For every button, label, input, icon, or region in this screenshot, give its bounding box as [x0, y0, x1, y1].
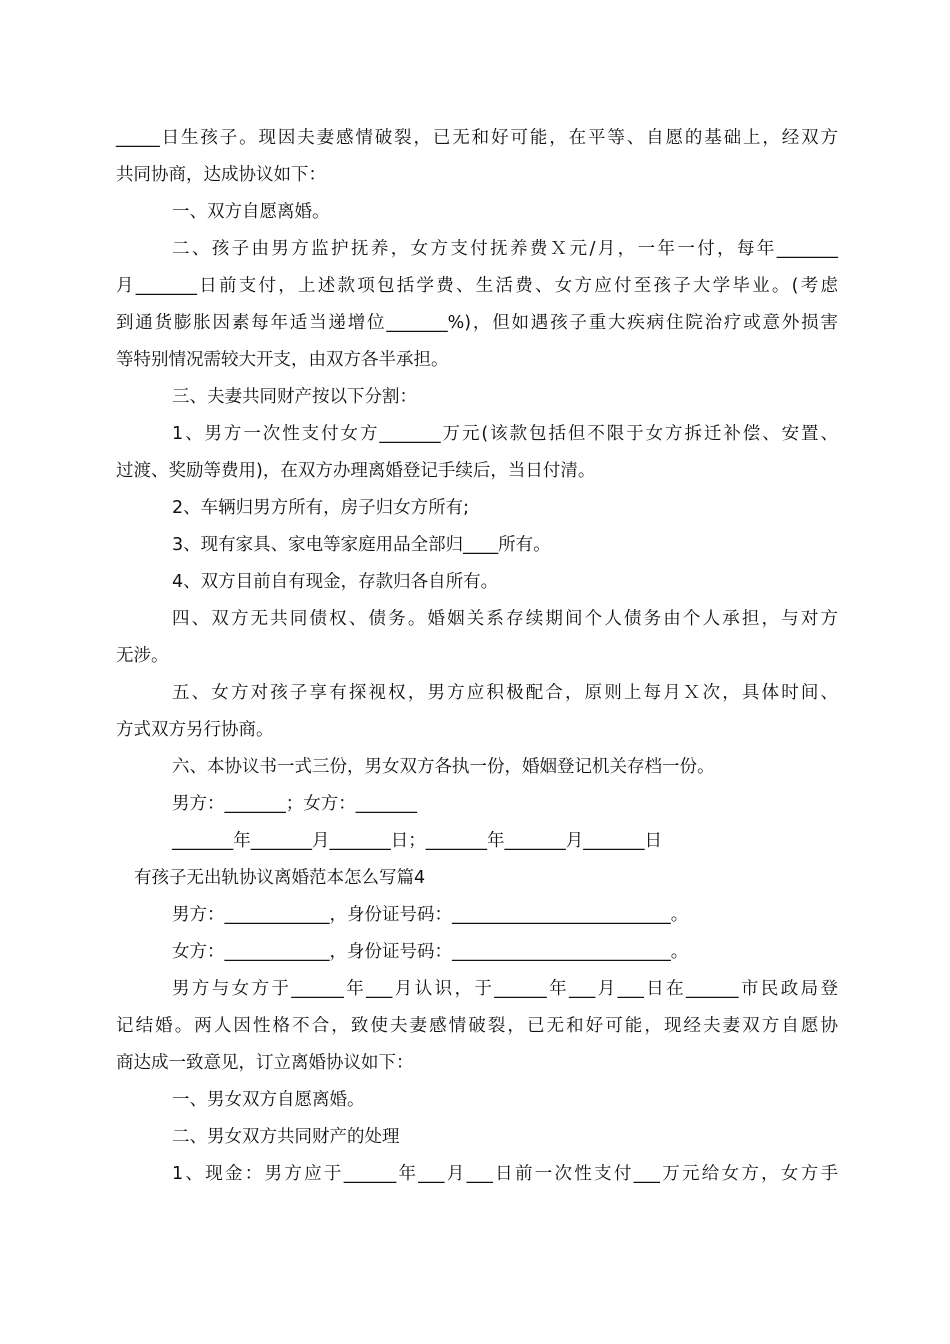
text-line: 2、车辆归男方所有，房子归女方所有;	[172, 498, 470, 518]
text-line: 记结婚。两人因性格不合，致使夫妻感情破裂，已无和好可能，现经夫妻双方自愿协	[116, 1016, 838, 1036]
text-line: 男方与女方于______年___月认识，于______年___月___日在______市民政局登	[172, 979, 838, 999]
text-line: 等特别情况需较大开支，由双方各半承担。	[116, 350, 449, 370]
text-line: 1、男方一次性支付女方_______万元(该款包括但不限于女方拆迁补偿、安置、	[172, 424, 838, 444]
text-line: 五、女方对孩子享有探视权，男方应积极配合，原则上每月Ｘ次，具体时间、	[172, 683, 838, 703]
text-line: 过渡、奖励等费用)，在双方办理离婚登记手续后，当日付清。	[116, 461, 596, 481]
text-line: 月_______日前支付，上述款项包括学费、生活费、女方应付至孩子大学毕业。(考虑	[116, 276, 838, 296]
text-line: 共同协商，达成协议如下：	[116, 165, 326, 185]
text-line: 无涉。	[116, 646, 169, 666]
text-line: 二、男女双方共同财产的处理	[172, 1127, 400, 1147]
text-line: 方式双方另行协商。	[116, 720, 274, 740]
text-line: 男方：____________，身份证号码：_________________________。	[172, 905, 689, 925]
document-page	[116, 120, 838, 1193]
text-line: 六、本协议书一式三份，男女双方各执一份，婚姻登记机关存档一份。	[172, 757, 715, 777]
text-line: 4、双方目前自有现金，存款归各自所有。	[172, 572, 499, 592]
date-line: _______年_______月_______日；_______年_______月_______日	[172, 831, 662, 851]
signature-line: 男方：_______；女方：_______	[172, 794, 417, 814]
section-title: 有孩子无出轨协议离婚范本怎么写篇4	[134, 868, 426, 888]
text-line: 一、双方自愿离婚。	[172, 202, 330, 222]
text-line: 3、现有家具、家电等家庭用品全部归____所有。	[172, 535, 551, 555]
text-line: 1、现金：男方应于______年___月___日前一次性支付___万元给女方，女方手	[172, 1164, 838, 1184]
text-line: 二、孩子由男方监护抚养，女方支付抚养费Ｘ元/月，一年一付，每年_______	[172, 239, 838, 259]
text-line: 到通货膨胀因素每年适当递增位_______%)，但如遇孩子重大疾病住院治疗或意外损害	[116, 313, 838, 333]
text-line: 商达成一致意见，订立离婚协议如下：	[116, 1053, 414, 1073]
text-line: 四、双方无共同债权、债务。婚姻关系存续期间个人债务由个人承担，与对方	[172, 609, 838, 629]
text-line: 女方：____________，身份证号码：_________________________。	[172, 942, 689, 962]
text-line: 一、男女双方自愿离婚。	[172, 1090, 365, 1110]
text-line: _____日生孩子。现因夫妻感情破裂，已无和好可能，在平等、自愿的基础上，经双方	[116, 128, 838, 148]
text-line: 三、夫妻共同财产按以下分割：	[172, 387, 417, 407]
